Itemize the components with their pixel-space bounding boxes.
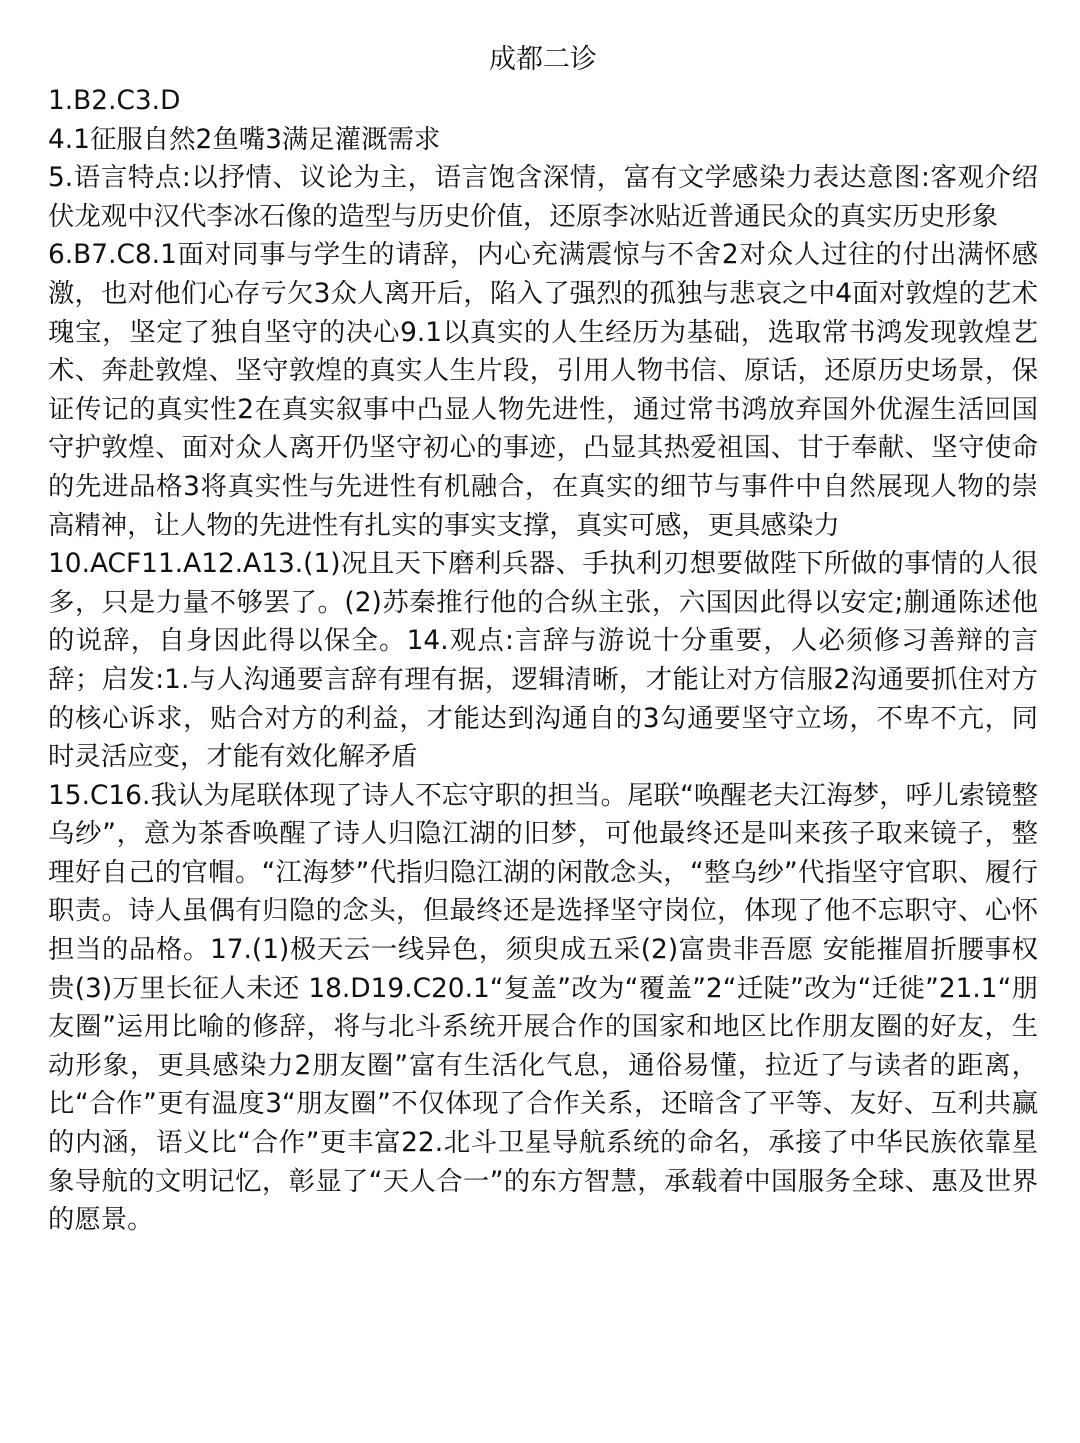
page-title: 成都二诊: [489, 44, 597, 75]
answer-list: [48, 82, 1038, 1240]
answer-paragraph-1: 1.B2.C3.D: [48, 85, 181, 116]
answer-paragraph-4: 6.B7.C8.1面对同事与学生的请辞，内心充满震惊与不舍2对众人过往的付出满怀感激，也对他们心存亏欠3众人离开后，陷入了强烈的孤独与悲哀之中4面对敦煌的艺术瑰宝，坚定了独自坚守的决心9.1以真实的人生经历为基础，选取常书鸿发现敦煌艺术、奔赴敦煌、坚守敦煌的真实人生片段，引用人物书信、原话，还原历史场景，保证传记的真实性2在真实叙事中凸显人物先进性，通过常书鸿放弃国外优渥生活回国守护敦煌、面对众人离开仍坚守初心的事迹，凸显其热爱祖国、甘于奉献、坚守使命的先进品格3将真实性与先进性有机融合，在真实的细节与事件中自然展现人物的崇高精神，让人物的先进性有扎实的事实支撑，真实可感，更具感染力: [48, 239, 1038, 541]
answer-paragraph-6: 15.C16.我认为尾联体现了诗人不忘守职的担当。尾联“唤醒老夫江海梦，呼儿索镜整乌纱”，意为茶香唤醒了诗人归隐江湖的旧梦，可他最终还是叫来孩子取来镜子，整理好自己的官帽。“江海梦”代指归隐江湖的闲散念头，“整乌纱”代指坚守官职、履行职责。诗人虽偶有归隐的念头，但最终还是选择坚守岗位，体现了他不忘职守、心怀担当的品格。17.(1)极天云一线异色，须臾成五采(2)富贵非吾愿 安能摧眉折腰事权贵(3)万里长征人未还 18.D19.C20.1“复盖”改为“覆盖”2“迁陡”改为“迁徙”21.1“朋友圈”运用比喻的修辞，将与北斗系统开展合作的国家和地区比作朋友圈的好友，生动形象，更具感染力2朋友圈”富有生活化气息，通俗易懂，拉近了与读者的距离，比“合作”更有温度3“朋友圈”不仅体现了合作关系，还暗含了平等、友好、互利共赢的内涵，语义比“合作”更丰富22.北斗卫星导航系统的命名，承接了中华民族依靠星象导航的文明记忆，彰显了“天人合一”的东方智慧，承载着中国服务全球、惠及世界的愿景。: [48, 779, 1038, 1236]
answer-paragraph-3: 5.语言特点:以抒情、议论为主，语言饱含深情，富有文学感染力表达意图:客观介绍伏龙观中汉代李冰石像的造型与历史价值，还原李冰贴近普通民众的真实历史形象: [48, 162, 1038, 232]
answer-paragraph-2: 4.1征服自然2鱼嘴3满足灌溉需求: [48, 123, 441, 155]
answer-sheet: [48, 40, 1038, 1240]
answer-paragraph-5: 10.ACF11.A12.A13.(1)况且天下磨利兵器、手执利刃想要做陛下所做的事情的人很多，只是力量不够罢了。(2)苏秦推行他的合纵主张，六国因此得以安定;蒯通陈述他的说辞，自身因此得以保全。14.观点:言辞与游说十分重要，人必须修习善辩的言辞；启发:1.与人沟通要言辞有理有据，逻辑清晰，才能让对方信服2沟通要抓住对方的核心诉求，贴合对方的利益，才能达到沟通自的3勾通要坚守立场，不卑不亢，同时灵活应变，才能有效化解矛盾: [48, 548, 1038, 773]
